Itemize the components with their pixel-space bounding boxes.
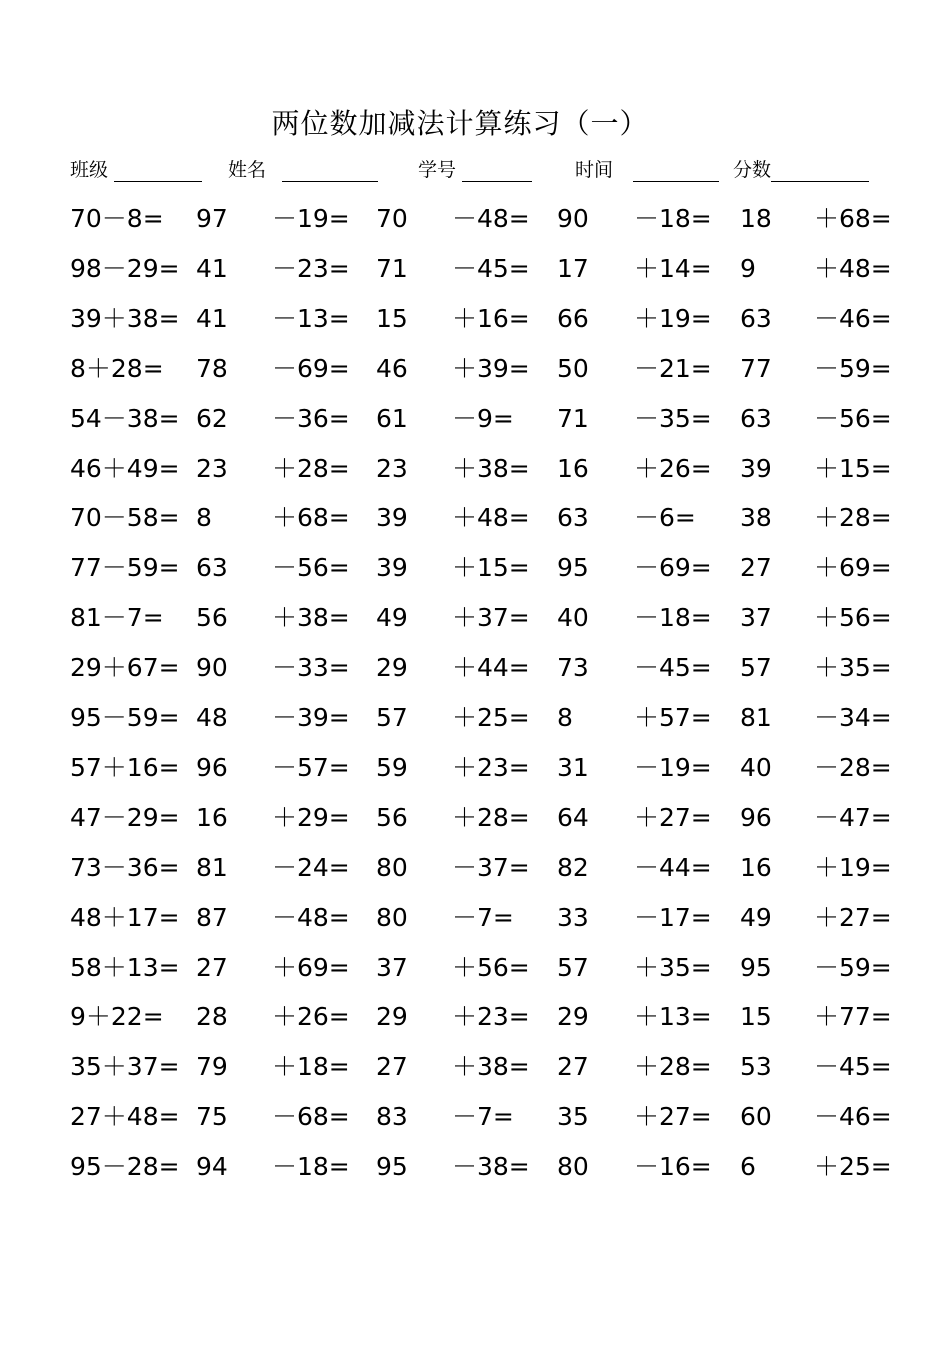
- problem-expression: －36=: [272, 404, 350, 433]
- problem-expression: 48＋17=: [70, 903, 180, 932]
- problem-number: 23: [376, 454, 408, 483]
- problem-expression: ＋26=: [272, 1002, 350, 1031]
- problem-expression: ＋77=: [814, 1002, 892, 1031]
- problem-number: 23: [196, 454, 228, 483]
- problem-expression: ＋28=: [452, 803, 530, 832]
- problem-number: 57: [376, 703, 408, 732]
- problem-number: 95: [376, 1152, 408, 1181]
- problem-expression: ＋44=: [452, 653, 530, 682]
- problem-expression: 95－28=: [70, 1152, 180, 1181]
- problem-number: 40: [740, 753, 772, 782]
- problem-number: 6: [740, 1152, 756, 1181]
- problem-expression: ＋39=: [452, 354, 530, 383]
- problem-expression: ＋16=: [452, 304, 530, 333]
- problem-number: 70: [376, 204, 408, 233]
- problem-number: 73: [557, 653, 589, 682]
- problem-expression: －69=: [272, 354, 350, 383]
- problem-expression: 39＋38=: [70, 304, 180, 333]
- problem-number: 41: [196, 304, 228, 333]
- problem-expression: －39=: [272, 703, 350, 732]
- problem-expression: ＋27=: [634, 803, 712, 832]
- problem-expression: ＋13=: [634, 1002, 712, 1031]
- problem-expression: 54－38=: [70, 404, 180, 433]
- problem-expression: －28=: [814, 753, 892, 782]
- problem-row: [0, 1000, 950, 1034]
- problem-expression: ＋38=: [452, 454, 530, 483]
- problem-number: 29: [376, 653, 408, 682]
- problem-number: 56: [196, 603, 228, 632]
- problem-number: 17: [557, 254, 589, 283]
- problem-row: [0, 302, 950, 336]
- problem-expression: －38=: [452, 1152, 530, 1181]
- problem-expression: 70－8=: [70, 204, 164, 233]
- problem-expression: －19=: [272, 204, 350, 233]
- problem-expression: 8＋28=: [70, 354, 164, 383]
- problem-row: [0, 1050, 950, 1084]
- problem-expression: ＋28=: [272, 454, 350, 483]
- problem-number: 35: [557, 1102, 589, 1131]
- problem-number: 16: [196, 803, 228, 832]
- problem-number: 37: [740, 603, 772, 632]
- problem-number: 49: [740, 903, 772, 932]
- problem-expression: ＋26=: [634, 454, 712, 483]
- problem-row: [0, 551, 950, 585]
- problem-number: 15: [376, 304, 408, 333]
- problem-number: 77: [740, 354, 772, 383]
- problem-number: 27: [740, 553, 772, 582]
- problem-row: [0, 651, 950, 685]
- problem-expression: －16=: [634, 1152, 712, 1181]
- problem-number: 27: [376, 1052, 408, 1081]
- problem-number: 53: [740, 1052, 772, 1081]
- problem-number: 29: [376, 1002, 408, 1031]
- problem-expression: ＋18=: [272, 1052, 350, 1081]
- problem-row: [0, 1100, 950, 1134]
- problem-row: [0, 801, 950, 835]
- problem-number: 27: [557, 1052, 589, 1081]
- problem-expression: －45=: [814, 1052, 892, 1081]
- problem-number: 38: [740, 503, 772, 532]
- problem-number: 39: [740, 454, 772, 483]
- problem-expression: ＋27=: [634, 1102, 712, 1131]
- problem-number: 39: [376, 503, 408, 532]
- problem-expression: －47=: [814, 803, 892, 832]
- problem-expression: －18=: [272, 1152, 350, 1181]
- problem-number: 16: [740, 853, 772, 882]
- problem-number: 62: [196, 404, 228, 433]
- problem-expression: ＋14=: [634, 254, 712, 283]
- problem-number: 64: [557, 803, 589, 832]
- problem-expression: 47－29=: [70, 803, 180, 832]
- problem-number: 33: [557, 903, 589, 932]
- problem-expression: ＋35=: [814, 653, 892, 682]
- problem-expression: －48=: [272, 903, 350, 932]
- problem-number: 8: [196, 503, 212, 532]
- problem-expression: －18=: [634, 204, 712, 233]
- problem-expression: ＋29=: [272, 803, 350, 832]
- problem-expression: ＋15=: [814, 454, 892, 483]
- problem-number: 80: [376, 853, 408, 882]
- problem-expression: ＋69=: [814, 553, 892, 582]
- info-name-label: 姓名: [228, 159, 267, 181]
- problem-expression: －45=: [634, 653, 712, 682]
- problem-number: 63: [557, 503, 589, 532]
- problem-expression: ＋69=: [272, 953, 350, 982]
- problem-number: 31: [557, 753, 589, 782]
- problem-number: 81: [740, 703, 772, 732]
- problem-number: 18: [740, 204, 772, 233]
- problem-number: 41: [196, 254, 228, 283]
- problem-number: 57: [740, 653, 772, 682]
- problem-number: 29: [557, 1002, 589, 1031]
- problem-expression: －33=: [272, 653, 350, 682]
- problem-row: [0, 402, 950, 436]
- problem-expression: ＋68=: [814, 204, 892, 233]
- problem-expression: 95－59=: [70, 703, 180, 732]
- problem-number: 39: [376, 553, 408, 582]
- problem-expression: 35＋37=: [70, 1052, 180, 1081]
- problem-expression: －7=: [452, 1102, 514, 1131]
- info-student-id-label: 学号: [418, 159, 457, 181]
- problem-number: 59: [376, 753, 408, 782]
- problem-number: 28: [196, 1002, 228, 1031]
- problem-expression: 98－29=: [70, 254, 180, 283]
- problem-row: [0, 452, 950, 486]
- problem-expression: 9＋22=: [70, 1002, 164, 1031]
- problem-expression: ＋15=: [452, 553, 530, 582]
- problem-expression: －7=: [452, 903, 514, 932]
- problem-expression: ＋48=: [452, 503, 530, 532]
- info-time-label: 时间: [575, 159, 614, 181]
- problem-number: 79: [196, 1052, 228, 1081]
- problem-expression: ＋27=: [814, 903, 892, 932]
- problem-expression: ＋38=: [452, 1052, 530, 1081]
- problem-expression: 58＋13=: [70, 953, 180, 982]
- problem-number: 50: [557, 354, 589, 383]
- info-score-label: 分数: [733, 159, 772, 181]
- problem-row: [0, 751, 950, 785]
- problem-number: 63: [740, 304, 772, 333]
- problem-expression: ＋35=: [634, 953, 712, 982]
- problem-expression: －35=: [634, 404, 712, 433]
- problem-expression: ＋48=: [814, 254, 892, 283]
- problem-expression: －45=: [452, 254, 530, 283]
- problem-expression: －19=: [634, 753, 712, 782]
- problem-expression: 73－36=: [70, 853, 180, 882]
- problem-expression: －46=: [814, 1102, 892, 1131]
- problem-expression: －13=: [272, 304, 350, 333]
- problem-expression: ＋28=: [634, 1052, 712, 1081]
- problem-expression: －59=: [814, 953, 892, 982]
- problem-row: [0, 951, 950, 985]
- problem-row: [0, 352, 950, 386]
- problem-expression: －9=: [452, 404, 514, 433]
- problem-expression: －57=: [272, 753, 350, 782]
- problem-number: 97: [196, 204, 228, 233]
- problem-number: 83: [376, 1102, 408, 1131]
- problem-number: 56: [376, 803, 408, 832]
- info-class-label: 班级: [70, 159, 109, 181]
- problem-number: 49: [376, 603, 408, 632]
- problem-number: 60: [740, 1102, 772, 1131]
- problem-expression: －68=: [272, 1102, 350, 1131]
- problem-number: 95: [557, 553, 589, 582]
- problem-number: 80: [557, 1152, 589, 1181]
- problem-number: 71: [376, 254, 408, 283]
- problem-number: 75: [196, 1102, 228, 1131]
- problem-row: [0, 701, 950, 735]
- problem-expression: ＋19=: [814, 853, 892, 882]
- problem-number: 96: [740, 803, 772, 832]
- problem-number: 40: [557, 603, 589, 632]
- problem-expression: 77－59=: [70, 553, 180, 582]
- problem-number: 63: [196, 553, 228, 582]
- problem-number: 48: [196, 703, 228, 732]
- problem-row: [0, 851, 950, 885]
- problem-number: 96: [196, 753, 228, 782]
- problem-number: 63: [740, 404, 772, 433]
- problem-number: 9: [740, 254, 756, 283]
- problem-expression: ＋37=: [452, 603, 530, 632]
- problem-number: 37: [376, 953, 408, 982]
- problem-row: [0, 202, 950, 236]
- problem-expression: －17=: [634, 903, 712, 932]
- problem-number: 80: [376, 903, 408, 932]
- problem-expression: 27＋48=: [70, 1102, 180, 1131]
- problem-row: [0, 901, 950, 935]
- problem-expression: ＋19=: [634, 304, 712, 333]
- problem-expression: ＋56=: [814, 603, 892, 632]
- problem-number: 66: [557, 304, 589, 333]
- problem-expression: ＋23=: [452, 1002, 530, 1031]
- problem-number: 46: [376, 354, 408, 383]
- problem-expression: －34=: [814, 703, 892, 732]
- problem-number: 15: [740, 1002, 772, 1031]
- problem-number: 8: [557, 703, 573, 732]
- problem-expression: ＋28=: [814, 503, 892, 532]
- problem-expression: －46=: [814, 304, 892, 333]
- problem-number: 16: [557, 454, 589, 483]
- problem-expression: ＋25=: [452, 703, 530, 732]
- problem-number: 27: [196, 953, 228, 982]
- problem-number: 94: [196, 1152, 228, 1181]
- problem-expression: 46＋49=: [70, 454, 180, 483]
- problem-expression: －18=: [634, 603, 712, 632]
- worksheet-title: 两位数加减法计算练习（一）: [271, 107, 649, 140]
- problem-expression: ＋23=: [452, 753, 530, 782]
- problem-number: 81: [196, 853, 228, 882]
- problem-expression: －48=: [452, 204, 530, 233]
- problem-expression: ＋68=: [272, 503, 350, 532]
- problem-row: [0, 252, 950, 286]
- problem-row: [0, 601, 950, 635]
- problem-expression: 57＋16=: [70, 753, 180, 782]
- problem-expression: 29＋67=: [70, 653, 180, 682]
- problem-expression: －6=: [634, 503, 696, 532]
- problem-number: 71: [557, 404, 589, 433]
- problem-row: [0, 1150, 950, 1184]
- problem-expression: －56=: [272, 553, 350, 582]
- problem-expression: ＋57=: [634, 703, 712, 732]
- problem-number: 57: [557, 953, 589, 982]
- problem-number: 87: [196, 903, 228, 932]
- problem-expression: －69=: [634, 553, 712, 582]
- problem-expression: －24=: [272, 853, 350, 882]
- problem-expression: －21=: [634, 354, 712, 383]
- problem-expression: －37=: [452, 853, 530, 882]
- problem-expression: －59=: [814, 354, 892, 383]
- problem-expression: 81－7=: [70, 603, 164, 632]
- problem-expression: －56=: [814, 404, 892, 433]
- problem-expression: ＋25=: [814, 1152, 892, 1181]
- problem-number: 90: [557, 204, 589, 233]
- problem-number: 82: [557, 853, 589, 882]
- problem-expression: －44=: [634, 853, 712, 882]
- problem-number: 90: [196, 653, 228, 682]
- problem-expression: 70－58=: [70, 503, 180, 532]
- problem-number: 78: [196, 354, 228, 383]
- problem-row: [0, 501, 950, 535]
- problem-expression: －23=: [272, 254, 350, 283]
- problem-expression: ＋38=: [272, 603, 350, 632]
- problem-expression: ＋56=: [452, 953, 530, 982]
- problem-number: 61: [376, 404, 408, 433]
- problem-number: 95: [740, 953, 772, 982]
